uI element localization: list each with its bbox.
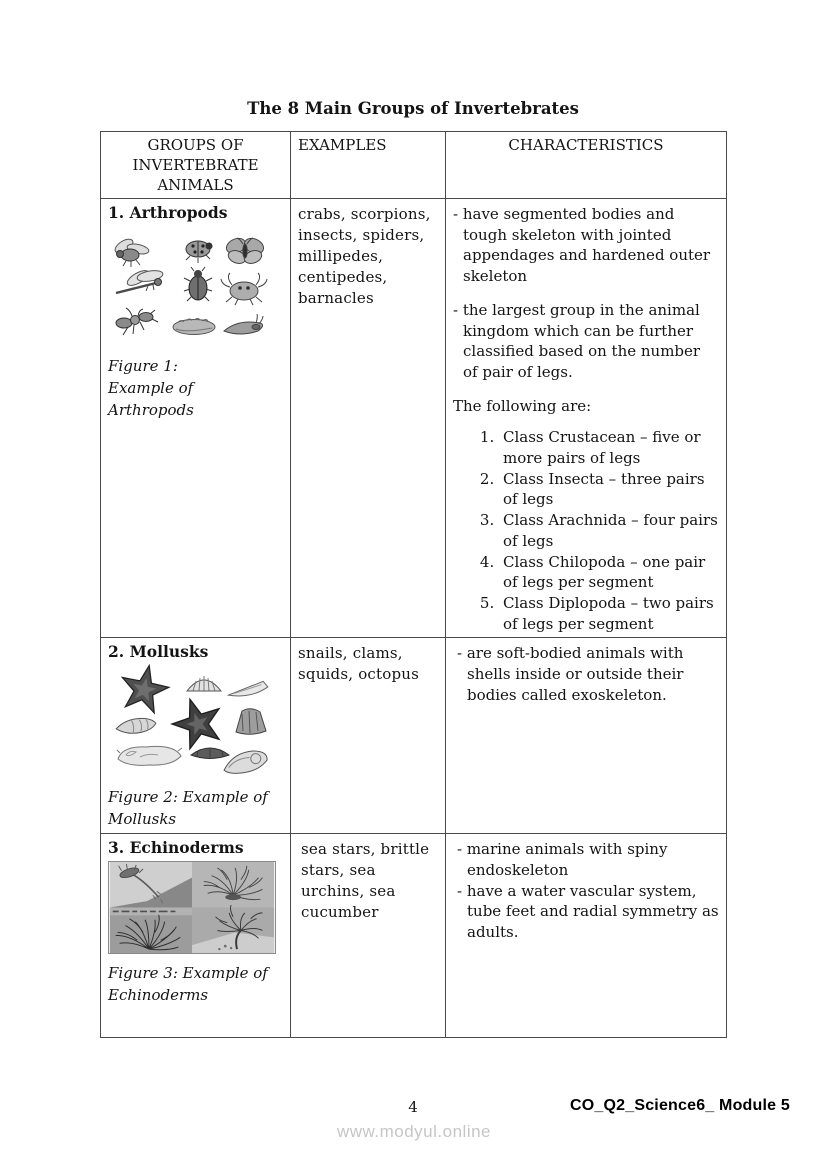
figure-caption: Figure 1: Example of Arthropods: [108, 357, 194, 419]
cell-echinoderms-examples: [291, 834, 446, 1038]
cell-arthropods-characteristics: [446, 199, 727, 638]
following-label: The following are:: [453, 396, 592, 415]
cell-arthropods-examples: [291, 199, 446, 638]
table-header-row: [101, 132, 727, 199]
examples-text: snails, clams, squids, octopus: [298, 644, 420, 684]
class-item: 2. Class Insecta – three pairs of legs: [499, 469, 719, 510]
page-title: The 8 Main Groups of Invertebrates: [247, 99, 579, 118]
group-label: 1. Arthropods: [108, 203, 228, 222]
cell-echinoderms-group: [101, 834, 291, 1038]
characteristic-item: - have a water vascular system, tube feet and radial symmetry as adults.: [457, 881, 719, 942]
examples-text: sea stars, brittle stars, sea urchins, sea cucumber: [301, 840, 430, 922]
class-item: 3. Class Arachnida – four pairs of legs: [499, 510, 719, 551]
characteristic-item: - are soft-bodied animals with shells inside or outside their bodies called exoskeleton.: [457, 644, 684, 704]
arthropod-classes-list: [453, 427, 719, 634]
cell-mollusks-characteristics: [446, 638, 727, 834]
cell-mollusks-group: [101, 638, 291, 834]
class-item: 4. Class Chilopoda – one pair of legs per segment: [499, 552, 719, 593]
figure-caption: Figure 2: Example of Mollusks: [108, 788, 268, 829]
table-row-echinoderms: [101, 834, 727, 1038]
characteristic-item: - marine animals with spiny endoskeleton: [457, 840, 668, 880]
table-row-mollusks: [101, 638, 727, 834]
characteristic-item: - the largest group in the animal kingdom which can be further classified based on the number of pair of legs.: [453, 300, 701, 381]
watermark: www.modyul.online: [337, 1122, 492, 1141]
invertebrates-table: [100, 131, 727, 1038]
header-groups: GROUPS OF INVERTEBRATE ANIMALS: [101, 132, 291, 199]
module-label: CO_Q2_Science6_ Module 5: [569, 1097, 790, 1114]
cell-arthropods-group: [101, 199, 291, 638]
class-item: 5. Class Diplopoda – two pairs of legs per segment: [499, 593, 719, 634]
figure-caption: Figure 3: Example of Echinoderms: [108, 964, 268, 1005]
header-characteristics: CHARACTERISTICS: [446, 132, 727, 199]
page-number: 4: [408, 1098, 418, 1116]
echinoderms-figure-image: [108, 861, 283, 954]
mollusks-figure-image: [108, 664, 283, 778]
header-examples: EXAMPLES: [291, 132, 446, 199]
group-label: 2. Mollusks: [108, 642, 209, 662]
group-label: 3. Echinoderms: [108, 838, 244, 858]
examples-text: crabs, scorpions, insects, spiders, millipedes, centipedes, barnacles: [298, 205, 431, 307]
cell-echinoderms-characteristics: [446, 834, 727, 1038]
arthropods-figure-image: [108, 231, 283, 347]
table-row-arthropods: [101, 199, 727, 638]
characteristic-item: - have segmented bodies and tough skeleton with jointed appendages and hardened outer skeleton: [453, 205, 711, 286]
cell-mollusks-examples: [291, 638, 446, 834]
class-item: 1. Class Crustacean – five or more pairs of legs: [499, 427, 719, 468]
